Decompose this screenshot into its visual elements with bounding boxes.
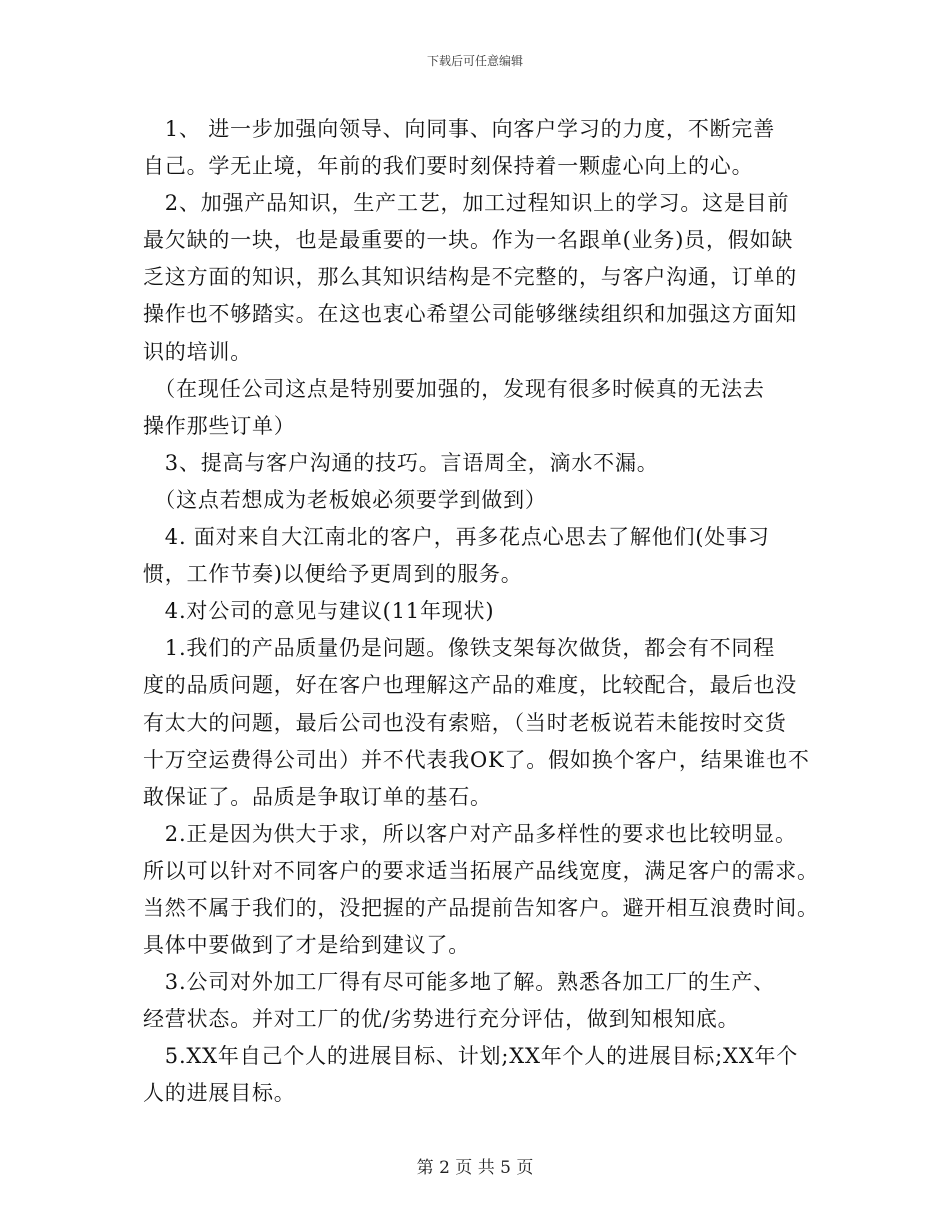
text-line: 识的培训。 bbox=[143, 339, 252, 364]
text-line: 1、 进一步加强向领导、向同事、向客户学习的力度，不断完善 bbox=[143, 117, 776, 141]
text-line: 人的进展目标。 bbox=[143, 1081, 296, 1106]
text-line: 4.对公司的意见与建议(11年现状) bbox=[143, 599, 495, 624]
text-line: 具体中要做到了才是给到建议了。 bbox=[143, 933, 470, 958]
text-line: 十万空运费得公司出）并不代表我OK了。假如换个客户，结果谁也不 bbox=[143, 747, 810, 772]
text-line: 最欠缺的一块，也是最重要的一块。作为一名跟单(业务)员，假如缺 bbox=[143, 228, 794, 253]
text-line: 4. 面对来自大江南北的客户，再多花点心思去了解他们(处事习 bbox=[143, 525, 770, 550]
text-line: 自己。学无止境，年前的我们要时刻保持着一颗虚心向上的心。 bbox=[143, 154, 754, 179]
document-body bbox=[143, 111, 819, 1113]
text-line: 所以可以针对不同客户的要求适当拓展产品线宽度，满足客户的需求。 bbox=[143, 858, 819, 883]
text-line: 度的品质问题，好在客户也理解这产品的难度，比较配合，最后也没 bbox=[143, 673, 797, 698]
text-line: 操作也不够踏实。在这也衷心希望公司能够继续组织和加强这方面知 bbox=[143, 302, 797, 327]
text-line: 3、提高与客户沟通的技巧。言语周全，滴水不漏。 bbox=[143, 450, 659, 475]
page-footer: 第 2 页 共 5 页 bbox=[416, 1158, 534, 1178]
text-line: 操作那些订单） bbox=[143, 413, 296, 438]
text-line: 乏这方面的知识，那么其知识结构是不完整的，与客户沟通，订单的 bbox=[143, 265, 797, 290]
page-header: 下载后可任意编辑 bbox=[426, 54, 523, 68]
text-line: 惯，工作节奏)以便给予更周到的服务。 bbox=[143, 562, 523, 587]
text-line: 2、加强产品知识，生产工艺，加工过程知识上的学习。这是目前 bbox=[143, 191, 790, 216]
text-line: 经营状态。并对工厂的优/劣势进行充分评估，做到知根知底。 bbox=[143, 1007, 740, 1032]
text-line: （这点若想成为老板娘必须要学到做到） bbox=[143, 487, 547, 512]
text-line: 敢保证了。品质是争取订单的基石。 bbox=[143, 784, 492, 809]
text-line: 1.我们的产品质量仍是问题。像铁支架每次做货，都会有不同程 bbox=[143, 636, 776, 661]
text-line: 5.XX年自己个人的进展目标、计划;XX年个人的进展目标;XX年个 bbox=[143, 1044, 799, 1069]
text-line: 有太大的问题，最后公司也没有索赔，（当时老板说若未能按时交货 bbox=[143, 710, 787, 735]
text-line: 3.公司对外加工厂得有尽可能多地了解。熟悉各加工厂的生产、 bbox=[143, 970, 776, 995]
text-line: （在现任公司这点是特别要加强的，发现有很多时候真的无法去 bbox=[143, 376, 765, 401]
text-line: 2.正是因为供大于求，所以客户对产品多样性的要求也比较明显。 bbox=[143, 821, 797, 846]
text-line: 当然不属于我们的，没把握的产品提前告知客户。避开相互浪费时间。 bbox=[143, 895, 819, 920]
